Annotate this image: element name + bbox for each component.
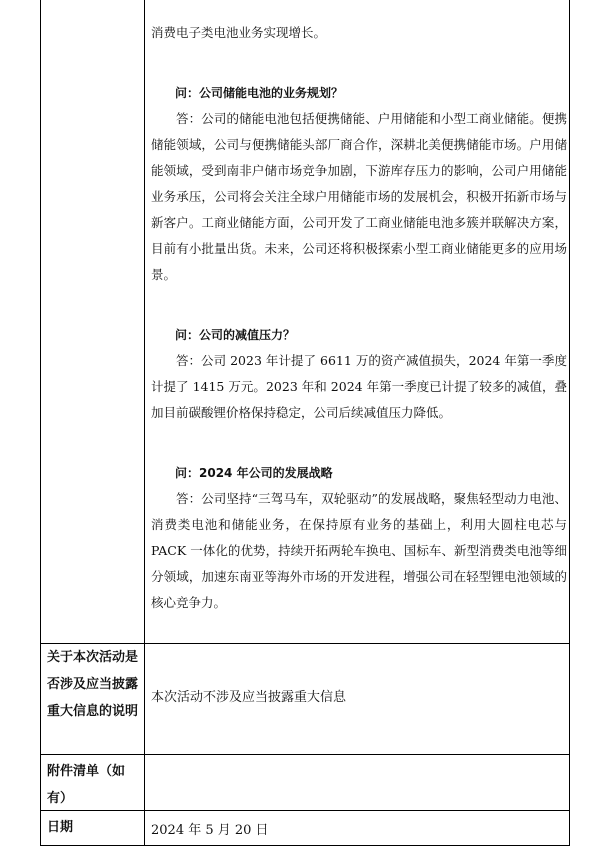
intro-text: 消费电子类电池业务实现增长。: [151, 25, 327, 40]
qa-content: [151, 20, 567, 616]
column-divider: [144, 0, 145, 845]
row-divider: [41, 754, 569, 755]
answer-1: 答：公司的储能电池包括便携储能、户用储能和小型工商业储能。便携储能领域，公司与便携储能头部厂商合作，深耕北美便携储能市场。户用储能领域，受到南非户储市场竞争加剧，下游库存压力的影响，公司户用储能业务承压，公司将会关注全球户用储能市场的发展机会，积极开拓新市场与新客户。工商业储能方面，公司开发了工商业储能电池多簇并联解决方案，目前有小批量出货。未来，公司还将积极探索小型工商业储能更多的应用场景。: [151, 111, 567, 282]
attachments-label: 附件清单（如有）: [47, 764, 126, 806]
info-table: [40, 0, 570, 846]
disclosure-label: 关于本次活动是否涉及应当披露重大信息的说明: [47, 650, 139, 719]
disclosure-value: 本次活动不涉及应当披露重大信息: [151, 690, 347, 705]
date-value: 2024 年 5 月 20 日: [151, 823, 269, 838]
question-1: 问：公司储能电池的业务规划？: [175, 86, 344, 100]
question-3: 问：2024 年公司的发展战略: [175, 466, 333, 480]
answer-2: 答：公司 2023 年计提了 6611 万的资产减值损失，2024 年第一季度计提了 1415 万元。2023 年和 2024 年第一季度已计提了较多的减值，叠加目前碳酸锂价格保持稳定，公司后续减值压力降低。: [151, 353, 567, 420]
date-label: 日期: [47, 820, 74, 835]
answer-3: 答：公司坚持“三驾马车，双轮驱动”的发展战略，聚焦轻型动力电池、消费类电池和储能业务，在保持原有业务的基础上，利用大圆柱电芯与 PACK 一体化的优势，持续开拓两轮车换电、国标车、新型消费类电池等细分领域，加速东南亚等海外市场的开发进程，增强公司在轻型锂电池领域的核心竞争力。: [151, 491, 567, 610]
question-2: 问：公司的减值压力？: [175, 328, 296, 342]
